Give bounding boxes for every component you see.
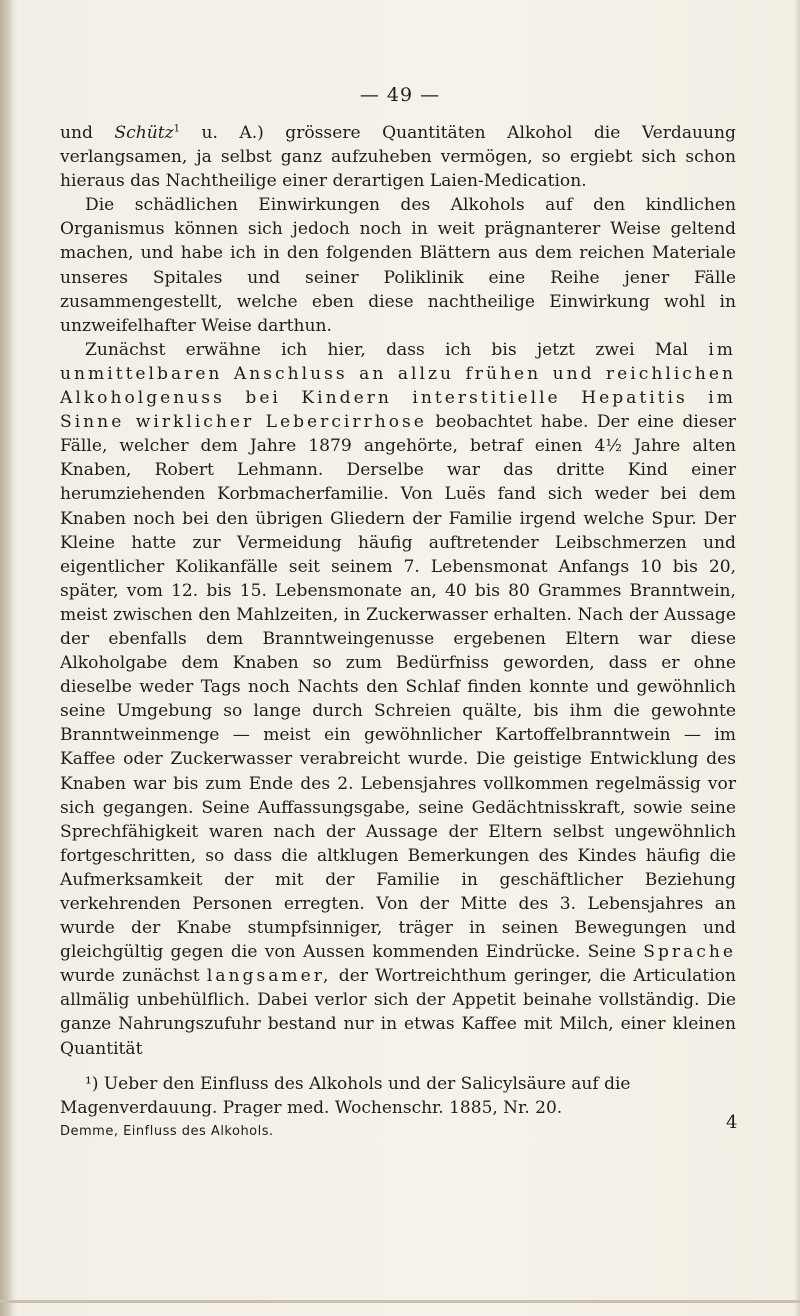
footnote-text: Ueber den Einfluss des Alkohols und der Salicylsäure auf die Magenverdauung. Prager med. Wochenschr. 1885, Nr. 20. <box>60 1074 631 1118</box>
body-text <box>60 121 736 1061</box>
signature-line: Demme, Einfluss des Alkohols. <box>60 1124 274 1139</box>
paragraph-3 <box>60 338 736 1061</box>
paragraph-1 <box>60 121 736 193</box>
paragraph-3-intro: Zunächst erwähne ich hier, dass ich bis jetzt zwei Mal <box>85 339 709 360</box>
emphasized-word-langsamer: langsamer, <box>206 966 332 987</box>
footnote <box>60 1072 736 1120</box>
paragraph-1-lead: und <box>60 123 115 143</box>
emphasized-finding: im unmittelbaren Anschluss an allzu frühen und reichlichen Alkoholgenuss bei Kindern interstitielle Hepatitis im Sinne wirklicher Lebercirrhose <box>60 339 736 433</box>
paragraph-3-case: beobachtet habe. Der eine dieser Fälle, welcher dem Jahre 1879 angehörte, betraf einen 4½ Jahre alten Knaben, Robert Lehmann. Derselbe war das dritte Kind einer herumziehenden Korbmacherfamilie. Von Luës fand sich weder bei dem Knaben noch bei den übrigen Gliedern der Familie irgend welche Spur. Der Kleine hatte zur Vermeidung häufig auftretender Leibschmerzen und eigentlicher Kolikanfälle seit seinem 7. Lebensmonat Anfangs 10 bis 20, später, vom 12. bis 15. Lebensmonate an, 40 bis 80 Grammes Branntwein, meist zwischen den Mahlzeiten, in Zuckerwasser erhalten. Nach der Aussage der ebenfalls dem Branntweingenusse ergebenen Eltern war diese Alkoholgabe dem Knaben so zum Bedürfniss geworden, dass er ohne dieselbe weder Tags noch Nachts den Schlaf finden konnte und gewöhnlich seine Umgebung so lange durch Schreien quälte, bis ihm die gewohnte Branntweinmenge — meist ein gewöhnlicher Kartoffelbranntwein — im Kaffee oder Zuckerwasser verabreicht wurde. Die geistige Entwicklung des Knaben war bis zum Ende des 2. Lebensjahres vollkommen regelmässig vor sich gegangen. Seine Auffassungsgabe, seine Gedächtnisskraft, sowie seine Sprechfähigkeit waren nach der Aussage der Eltern selbst ungewöhnlich fortgeschritten, so dass die altklugen Bemerkungen des Kindes häufig die Aufmerksamkeit der mit der Familie in geschäftlicher Beziehung verkehrenden Personen erregten. Von der Mitte des 3. Lebensjahres an wurde der Knabe stumpfsinniger, träger in seinen Bewegungen und gleichgültig gegen die von Aussen kommenden Eindrücke. Seine <box>60 412 736 963</box>
paragraph-2: Die schädlichen Einwirkungen des Alkohols auf den kindlichen Organismus können sich jedoch noch in weit prägnanterer Weise geltend machen, und habe ich in den folgenden Blättern aus dem reichen Materiale unseres Spitales und seiner Poliklinik eine Reihe jener Fälle zusammengestellt, welche eben diese nachtheilige Einwirkung wohl in unzweifelhafter Weise darthun. <box>60 195 736 336</box>
cited-author: Schütz <box>114 123 174 143</box>
footnote-marker: 1 <box>173 123 180 135</box>
spine-shadow <box>0 0 14 1316</box>
paragraph-3-end: der Wortreichthum geringer, die Articulation allmälig unbehülflich. Dabei verlor sich der Appetit beinahe vollständig. Die ganze Nahrungszufuhr bestand nur in etwas Kaffee mit Milch, einer kleinen Quantität <box>60 966 736 1059</box>
page-bottom-edge <box>0 1300 800 1303</box>
paragraph-1-text: u. A.) grössere Quantitäten Alkohol die Verdauung verlangsamen, ja selbst ganz aufzuheben vermögen, so ergiebt sich schon hieraus das Nachtheilige einer derartigen Laien-Medication. <box>60 123 736 192</box>
signature-number: 4 <box>726 1112 738 1133</box>
footnote-mark: ¹) <box>85 1074 99 1094</box>
page-edge <box>794 0 800 1316</box>
page-number: — 49 — <box>359 84 441 106</box>
emphasized-word-sprache: Sprache <box>643 942 736 963</box>
paragraph-3-cont: wurde zunächst <box>60 966 207 987</box>
